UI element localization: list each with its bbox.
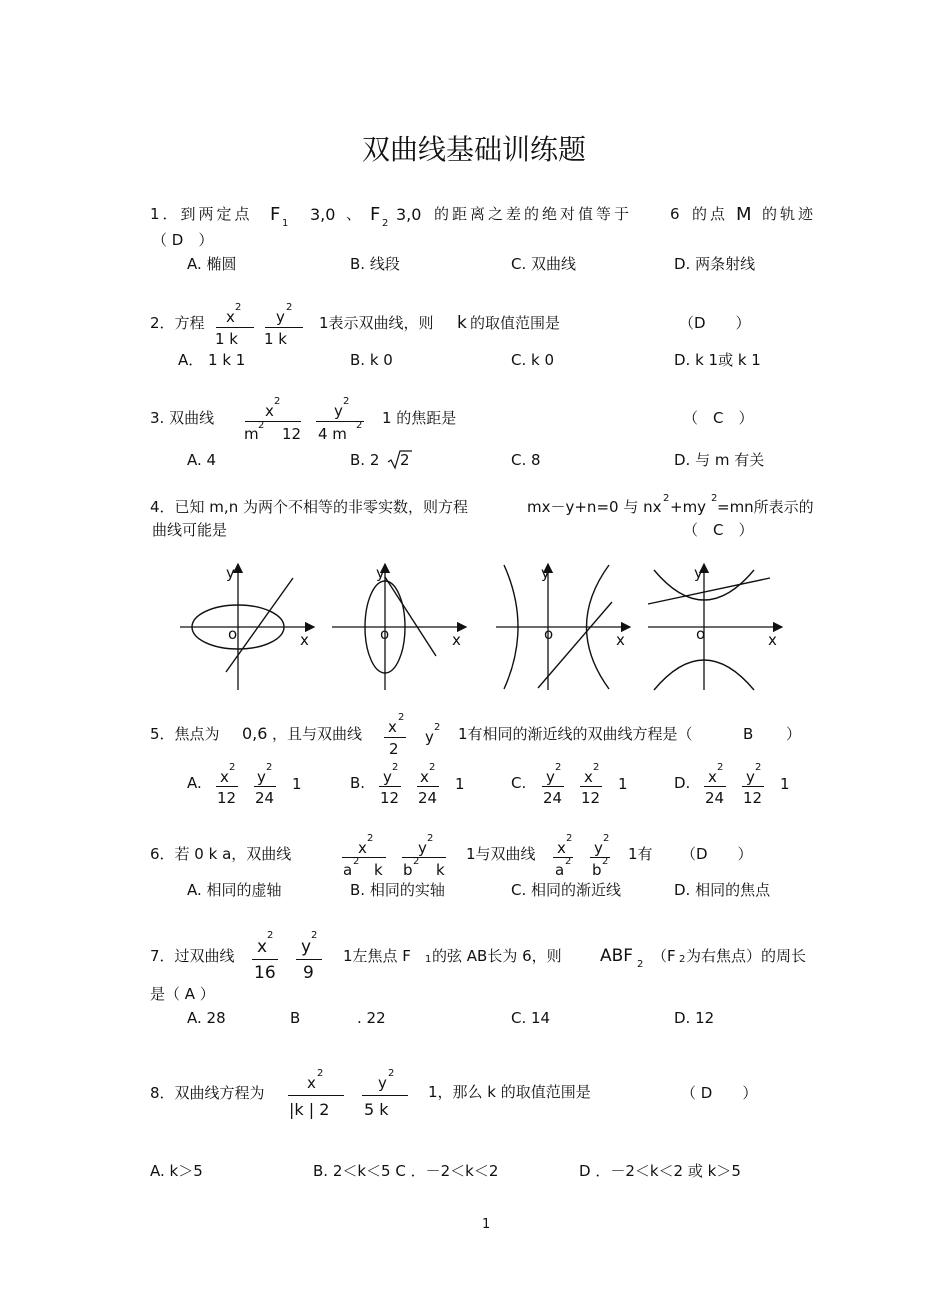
q5-option-d-bar1 [704, 786, 726, 787]
q2-option-d: D. k 1或 k 1 [674, 351, 761, 369]
q5-fx-den: 2 [389, 740, 399, 758]
q5-option-c-bar2 [580, 786, 602, 787]
q8-option-b-c: B. 2＜k＜5 C ．－2＜k＜2 [313, 1162, 499, 1180]
q5-option-d-d2: 12 [743, 789, 763, 807]
graph-a-x-label: x [300, 631, 309, 649]
q6-fy-sup: 2 [427, 833, 434, 844]
q5-option-b-bar1 [379, 786, 401, 787]
q2-prefix: 2．方程 [150, 314, 205, 332]
graph-b-x-label: x [452, 631, 461, 649]
q2-k: k [457, 313, 467, 333]
graph-c-hyperbola-line [494, 560, 634, 695]
q7-note: （F [652, 947, 676, 965]
q1-option-a: A. 椭圆 [187, 255, 237, 273]
q5-option-b-one: 1 [455, 775, 465, 793]
q4-answer: （ C ） [683, 521, 754, 539]
q3-fx-den-sup: 2 [258, 420, 265, 431]
q6-mid: 1与双曲线 [466, 845, 536, 863]
q3-fx-num: x [265, 402, 274, 420]
q5-option-c-sup2: 2 [593, 762, 600, 773]
q5-option-d-n2: y [746, 768, 755, 786]
graph-c-origin: o [544, 625, 554, 643]
q5-prefix: 5．焦点为 [150, 725, 220, 743]
q5-option-c-d2: 12 [581, 789, 601, 807]
q4-line2: 曲线可能是 [152, 521, 228, 539]
q7-option-a: A. 28 [187, 1009, 226, 1027]
q5-option-c-n1: y [546, 768, 555, 786]
q5-mid: ，且与双曲线 [272, 725, 363, 743]
q1-f2: F [370, 204, 381, 225]
q5-option-a-n2: y [257, 768, 266, 786]
q1-answer: （ D ） [152, 231, 214, 249]
q7-abf: ABF [600, 946, 634, 966]
q5-option-d-label: D. [674, 774, 691, 792]
q6-fy-den-sup: 2 [413, 856, 420, 867]
q2-fy-num: y [276, 308, 285, 326]
q6-fy-den: b [403, 861, 413, 879]
q3-fy-num: y [334, 402, 343, 420]
q7-mid2: 的弦 AB长为 6，则 [432, 947, 562, 965]
q8-fx-bar [288, 1095, 344, 1096]
q4-sup1: 2 [663, 493, 670, 504]
graph-a-origin: o [228, 625, 238, 643]
q3-option-d: D. 与 m 有关 [674, 451, 765, 469]
q6-gy-num: y [594, 839, 603, 857]
graph-d-y-label: y [694, 564, 703, 582]
q3-fx-sup: 2 [274, 396, 281, 407]
q5-option-d-bar2 [742, 786, 764, 787]
q5-option-a-label: A. [187, 774, 202, 792]
q1-mid: 的距离之差的绝对值等于 [434, 205, 633, 223]
q1-option-c: C. 双曲线 [511, 255, 577, 273]
q8-fy-den: 5 k [364, 1100, 389, 1119]
q8-after: 1，那么 k 的取值范围是 [428, 1083, 591, 1101]
q6-fx-sup: 2 [367, 833, 374, 844]
page-number: 1 [482, 1217, 491, 1232]
q1-prefix: 1．到两定点 [150, 205, 253, 223]
q7-fy-num: y [301, 937, 312, 957]
q6-fy-bar [402, 857, 446, 858]
q5-option-c-d1: 24 [543, 789, 563, 807]
q5-option-a-bar1 [216, 786, 238, 787]
q3-fx-bar [245, 421, 301, 422]
q6-fx-den2: k [374, 861, 383, 879]
q4-eq: mx－y+n=0 与 nx [527, 498, 662, 516]
q6-option-a: A. 相同的虚轴 [187, 881, 282, 899]
q1-end: 的轨迹 [762, 205, 817, 223]
graph-a-ellipse-line [178, 560, 318, 695]
q2-option-a: A． 1 k 1 [178, 351, 246, 369]
q8-option-d: D ．－2＜k＜2 或 k＞5 [579, 1162, 741, 1180]
q2-fy-den: 1 k [264, 330, 287, 348]
q5-option-d-d1: 24 [705, 789, 725, 807]
q8-fy-num: y [378, 1074, 387, 1092]
q7-option-d: D. 12 [674, 1009, 715, 1027]
q5-option-b-n2: x [420, 768, 429, 786]
q5-option-a-d1: 12 [217, 789, 237, 807]
graph-d-hyperbola-line [646, 560, 786, 695]
q5-option-b-label: B. [350, 774, 366, 792]
q4-sup2: 2 [711, 493, 718, 504]
q2-after: 1表示双曲线，则 [319, 314, 434, 332]
q8-option-a: A. k＞5 [150, 1162, 203, 1180]
q4-line1: 4．已知 m,n 为两个不相等的非零实数，则方程 [150, 498, 468, 516]
q6-gy-den-sup: 2 [602, 856, 609, 867]
q3-answer: （ C ） [683, 409, 754, 427]
q5-option-b-bar2 [417, 786, 439, 787]
q6-fx-den-sup: 2 [353, 856, 360, 867]
q3-after: 1 的焦距是 [382, 409, 457, 427]
q5-option-b-d2: 24 [418, 789, 438, 807]
q3-fx-den: m [244, 425, 259, 443]
q6-fx-den: a [343, 861, 353, 879]
q8-prefix: 8．双曲线方程为 [150, 1084, 265, 1102]
q8-fy-bar [362, 1095, 408, 1096]
q3-option-b-radicand: 2 [400, 451, 410, 469]
q6-option-c: C. 相同的渐近线 [511, 881, 622, 899]
q6-gy-den: b [592, 861, 602, 879]
q6-gx-den-sup: 2 [565, 856, 572, 867]
q7-option-b-value: . 22 [357, 1009, 386, 1027]
q3-option-b: B. 2 [350, 451, 380, 469]
q3-option-c: C. 8 [511, 451, 541, 469]
q5-option-a-bar2 [254, 786, 276, 787]
graph-b-ellipse-line [330, 560, 470, 695]
q1-point-2: 3,0 [396, 205, 422, 224]
q5-answer: B [743, 725, 754, 743]
q7-fy-den: 9 [303, 963, 314, 983]
q7-prefix: 7．过双曲线 [150, 947, 235, 965]
q2-answer: （D ） [679, 314, 751, 332]
q5-option-a-sup1: 2 [229, 762, 236, 773]
q1-option-b: B. 线段 [350, 255, 400, 273]
q5-option-b-sup1: 2 [392, 762, 399, 773]
q5-close: ） [786, 725, 802, 743]
q2-fy-sup: 2 [286, 302, 293, 313]
q7-mid: 1左焦点 F [343, 947, 411, 965]
q3-option-a: A. 4 [187, 451, 217, 469]
q7-line2: 是（ A ） [150, 985, 215, 1003]
q6-gy-sup: 2 [603, 833, 610, 844]
q5-point: 0,6 [242, 724, 268, 743]
q6-gx-sup: 2 [566, 833, 573, 844]
q4-eq2: +my [670, 498, 707, 516]
q2-option-b: B. k 0 [350, 351, 393, 369]
q3-fy-den-sup: 2 [356, 420, 363, 431]
graph-a-y-label: y [226, 564, 235, 582]
q6-gx-den: a [555, 861, 565, 879]
q3-fy-sup: 2 [343, 396, 350, 407]
q8-answer: （ D ） [681, 1084, 758, 1102]
q3-fx-den2: 12 [282, 425, 302, 443]
graph-b-origin: o [380, 625, 390, 643]
q1-six: 6 [670, 205, 680, 223]
q8-fy-sup: 2 [388, 1068, 395, 1079]
q5-option-a-n1: x [220, 768, 229, 786]
q5-fx-bar [384, 737, 406, 738]
q7-fx-num: x [257, 937, 268, 957]
q1-option-d: D. 两条射线 [674, 255, 756, 273]
q2-fx-num: x [226, 308, 235, 326]
graph-c-y-label: y [541, 564, 550, 582]
graph-c-x-label: x [616, 631, 625, 649]
q6-fy-den2: k [436, 861, 445, 879]
q5-option-d-n1: x [708, 768, 717, 786]
q6-answer: （D ） [681, 845, 753, 863]
q6-prefix: 6．若 0 k a，双曲线 [150, 845, 292, 863]
q5-option-a-sup2: 2 [266, 762, 273, 773]
q5-fx-sup: 2 [398, 712, 405, 723]
q1-f1: F [270, 204, 281, 225]
q1-f2-sub: 2 [382, 218, 389, 229]
q5-option-b-sup2: 2 [429, 762, 436, 773]
q5-option-c-sup1: 2 [555, 762, 562, 773]
q7-fx-bar [252, 959, 278, 960]
q5-option-d-sup2: 2 [755, 762, 762, 773]
q7-option-c: C. 14 [511, 1009, 551, 1027]
q1-m: M [736, 204, 752, 225]
graph-d-x-label: x [768, 631, 777, 649]
q7-fy-sup: 2 [311, 930, 318, 941]
q1-mid2: 的点 [692, 205, 729, 223]
q5-y: y [425, 728, 434, 746]
q5-option-c-n2: x [584, 768, 593, 786]
q7-f1-sub: 1 [425, 954, 432, 965]
q5-option-d-sup1: 2 [717, 762, 724, 773]
q7-fy-bar [296, 959, 322, 960]
q5-option-b-d1: 12 [380, 789, 400, 807]
q2-fy-bar [265, 327, 303, 328]
q7-note-sub: 2 [679, 954, 686, 965]
q2-fx-bar [216, 327, 254, 328]
q2-option-c: C. k 0 [511, 351, 555, 369]
q5-option-c-bar1 [542, 786, 564, 787]
q2-fx-sup: 2 [235, 302, 242, 313]
q8-fx-den: |k | 2 [289, 1100, 330, 1119]
q1-point-1: 3,0 [310, 205, 336, 224]
q5-after: 1有相同的渐近线的双曲线方程是（ [458, 725, 693, 743]
q5-option-c-label: C. [511, 774, 527, 792]
q5-option-a-d2: 24 [255, 789, 275, 807]
q7-fx-den: 16 [254, 963, 276, 983]
page-title: 双曲线基础训练题 [362, 133, 587, 166]
q6-option-b: B. 相同的实轴 [350, 881, 445, 899]
q8-fx-sup: 2 [317, 1068, 324, 1079]
q6-option-d: D. 相同的焦点 [674, 881, 771, 899]
graph-d-origin: o [696, 625, 706, 643]
q5-option-d-one: 1 [780, 775, 790, 793]
q5-fx-num: x [388, 718, 397, 736]
q5-option-b-n1: y [383, 768, 392, 786]
q7-abf-sub: 2 [637, 959, 644, 970]
q6-fx-bar [342, 857, 386, 858]
q3-prefix: 3. 双曲线 [150, 409, 215, 427]
q1-sep: 、 [346, 205, 362, 223]
q5-option-a-one: 1 [292, 775, 302, 793]
q5-option-c-one: 1 [618, 775, 628, 793]
q6-fx-num: x [358, 839, 367, 857]
q6-end: 1有 [628, 845, 653, 863]
q6-fy-num: y [418, 839, 427, 857]
q8-fx-num: x [307, 1074, 316, 1092]
q2-fx-den: 1 k [215, 330, 238, 348]
q7-option-b-label: B [290, 1009, 301, 1027]
q7-fx-sup: 2 [267, 930, 274, 941]
q1-f1-sub: 1 [282, 218, 289, 229]
q5-y-sup: 2 [434, 722, 441, 733]
q7-note2: 为右焦点）的周长 [686, 947, 807, 965]
q2-end: 的取值范围是 [470, 314, 561, 332]
q3-fy-den: 4 m [318, 425, 347, 443]
q6-gx-num: x [557, 839, 566, 857]
q4-eq3: =mn所表示的 [717, 498, 814, 516]
graph-b-y-label: y [376, 564, 385, 582]
